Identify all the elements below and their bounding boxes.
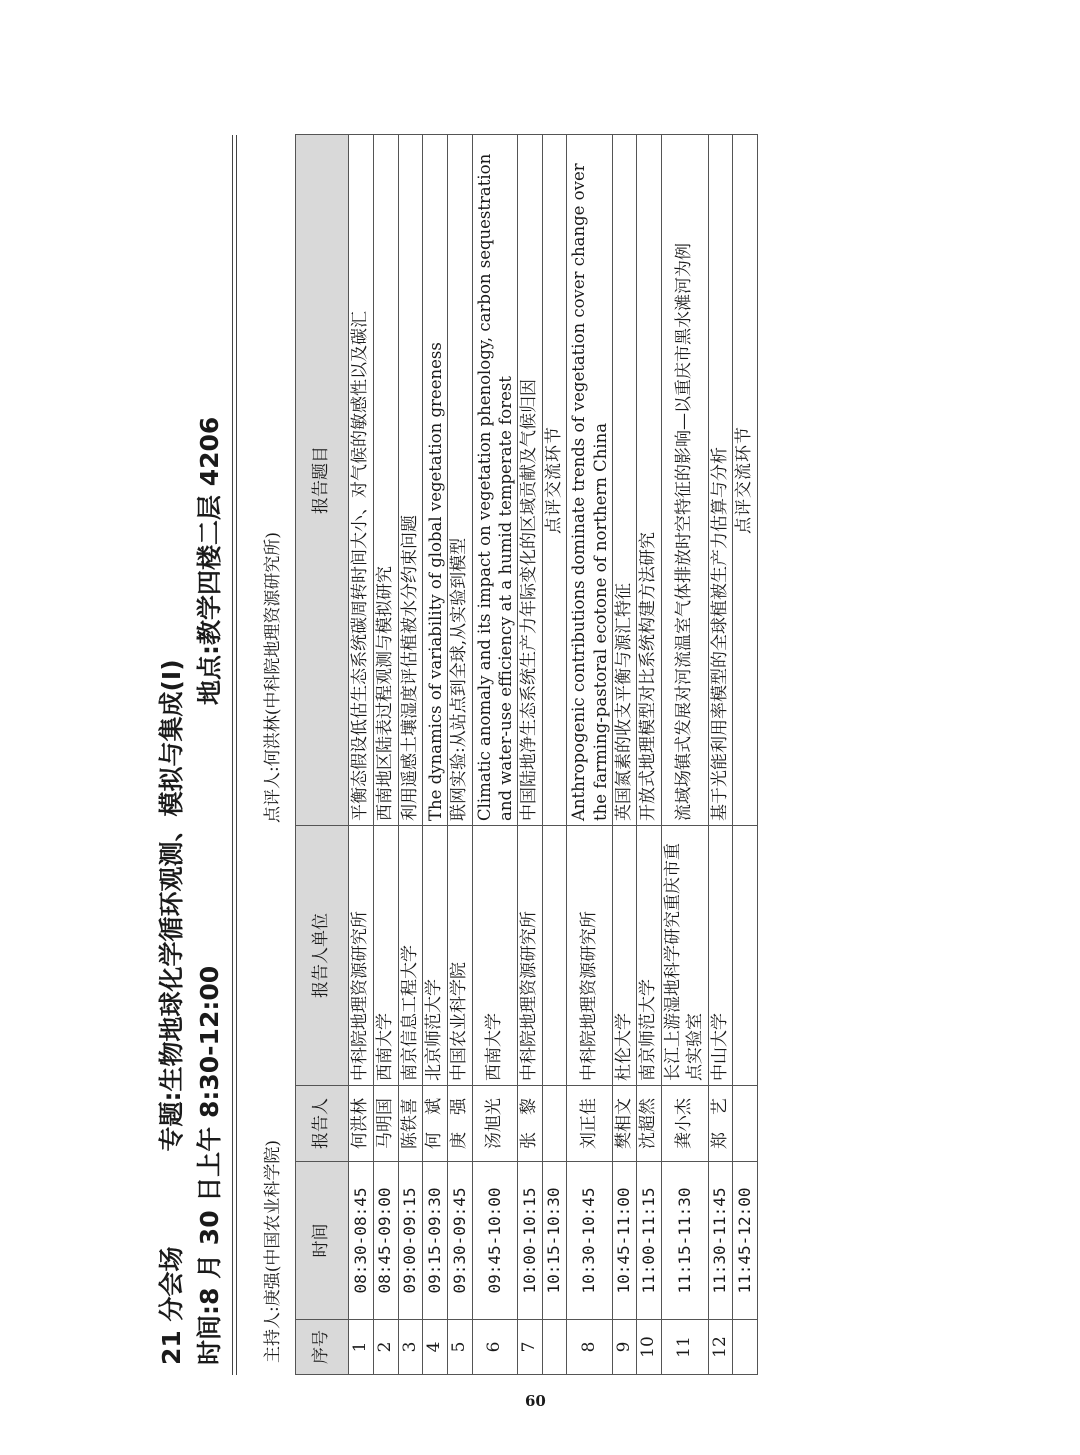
row-time: 09:15-09:30: [423, 1162, 448, 1320]
row-title: 基于光能利用率模型的全球植被生产力估算与分析: [708, 135, 733, 826]
header-no: 序号: [296, 1320, 349, 1375]
row-speaker: 陈铁喜: [398, 1086, 423, 1162]
session-number: 21 分会场: [157, 1246, 186, 1365]
row-speaker: 张 黎: [517, 1086, 542, 1162]
row-title: 利用遥感土壤湿度评估植被水分约束问题: [398, 135, 423, 826]
row-org: [542, 826, 567, 1086]
row-number: 7: [517, 1320, 542, 1375]
row-org: [733, 826, 758, 1086]
row-number: 3: [398, 1320, 423, 1375]
row-speaker: [733, 1086, 758, 1162]
row-number: [542, 1320, 567, 1375]
header-speaker: 报告人: [296, 1086, 349, 1162]
rotated-page-content: [150, 135, 790, 1375]
row-title: 英国氮素的收支平衡与源汇特征: [612, 135, 637, 826]
row-number: 8: [567, 1320, 612, 1375]
row-number: 1: [349, 1320, 374, 1375]
row-speaker: 樊相文: [612, 1086, 637, 1162]
row-org: 南京信息工程大学: [398, 826, 423, 1086]
row-number: 5: [448, 1320, 473, 1375]
row-org: 杜伦大学: [612, 826, 637, 1086]
row-title: 西南地区陆表过程观测与模拟研究: [373, 135, 398, 826]
schedule-body: [349, 135, 758, 1375]
row-speaker: 刘正佳: [567, 1086, 612, 1162]
row-speaker: 郑 艺: [708, 1086, 733, 1162]
row-title: Anthropogenic contributions dominate trends of vegetation cover change over the farming-pastoral ecotone of northern China: [567, 135, 612, 826]
row-title: Climatic anomaly and its impact on vegetation phenology, carbon sequestration and water-use efficiency at a humid temperate forest: [472, 135, 517, 826]
row-speaker: 何 斌: [423, 1086, 448, 1162]
row-time: 08:30-08:45: [349, 1162, 374, 1320]
table-row: [373, 135, 398, 1375]
session-title-line: [152, 135, 188, 1365]
row-number: 12: [708, 1320, 733, 1375]
row-org: 中科院地理资源研究所: [349, 826, 374, 1086]
page-number: 60: [525, 1392, 546, 1410]
header-time: 时间: [296, 1162, 349, 1320]
table-row: [662, 135, 709, 1375]
header-title: 报告题目: [296, 135, 349, 826]
row-title: 流域场镇式发展对河流温室气体排放时空特征的影响—以重庆市黑水滩河为例: [662, 135, 709, 826]
row-speaker: 马明国: [373, 1086, 398, 1162]
row-number: 11: [662, 1320, 709, 1375]
row-org: 中国农业科学院: [448, 826, 473, 1086]
row-number: [733, 1320, 758, 1375]
row-speaker: [542, 1086, 567, 1162]
break-row: [733, 135, 758, 1375]
row-time: 11:00-11:15: [637, 1162, 662, 1320]
row-org: 中山大学: [708, 826, 733, 1086]
row-speaker: 庚 强: [448, 1086, 473, 1162]
session-location: 地点:教学四楼二层 4206: [195, 416, 224, 705]
divider: [232, 135, 233, 1375]
row-org: 中科院地理资源研究所: [567, 826, 612, 1086]
row-time: 10:45-11:00: [612, 1162, 637, 1320]
chair-person: 主持人:庚强(中国农业科学院): [263, 1140, 283, 1363]
table-row: [612, 135, 637, 1375]
schedule-table: [295, 134, 758, 1375]
row-number: 4: [423, 1320, 448, 1375]
row-time: 10:15-10:30: [542, 1162, 567, 1320]
row-time: 08:45-09:00: [373, 1162, 398, 1320]
row-number: 2: [373, 1320, 398, 1375]
row-title: 开放式地理模型对比系统构建方法研究: [637, 135, 662, 826]
table-row: [708, 135, 733, 1375]
row-number: 10: [637, 1320, 662, 1375]
reviewer-person: 点评人:何洪林(中科院地理资源研究所): [263, 532, 283, 823]
row-time: 09:30-09:45: [448, 1162, 473, 1320]
table-row: [398, 135, 423, 1375]
row-speaker: 龚小杰: [662, 1086, 709, 1162]
row-time: 10:30-10:45: [567, 1162, 612, 1320]
row-title: 点评交流环节: [733, 135, 758, 826]
row-time: 11:15-11:30: [662, 1162, 709, 1320]
row-title: 平衡态假设低估生态系统碳周转时间大小、对气候的敏感性以及碳汇: [349, 135, 374, 826]
table-row: [637, 135, 662, 1375]
row-time: 10:00-10:15: [517, 1162, 542, 1320]
row-time: 09:45-10:00: [472, 1162, 517, 1320]
row-org: 西南大学: [472, 826, 517, 1086]
divider: [236, 135, 237, 1375]
table-row: [423, 135, 448, 1375]
row-title: The dynamics of variability of global vegetation greeness: [423, 135, 448, 826]
table-row: [472, 135, 517, 1375]
row-title: 中国陆地净生态系统生产力年际变化的区域贡献及气候归因: [517, 135, 542, 826]
break-row: [542, 135, 567, 1375]
row-time: 11:45-12:00: [733, 1162, 758, 1320]
row-org: 北京师范大学: [423, 826, 448, 1086]
table-row: [517, 135, 542, 1375]
table-row: [349, 135, 374, 1375]
session-time-location: [190, 135, 226, 1365]
row-title: 点评交流环节: [542, 135, 567, 826]
table-row: [567, 135, 612, 1375]
row-number: 9: [612, 1320, 637, 1375]
row-speaker: 何洪林: [349, 1086, 374, 1162]
row-org: 西南大学: [373, 826, 398, 1086]
table-header-row: [296, 135, 349, 1375]
table-row: [448, 135, 473, 1375]
row-org: 南京师范大学: [637, 826, 662, 1086]
row-speaker: 沈超然: [637, 1086, 662, 1162]
session-time: 时间:8 月 30 日上午 8:30-12:00: [195, 965, 224, 1365]
hosts-line: [258, 138, 283, 1363]
row-org: 中科院地理资源研究所: [517, 826, 542, 1086]
row-org: 长江上游湿地科学研究重庆市重点实验室: [662, 826, 709, 1086]
row-number: 6: [472, 1320, 517, 1375]
row-title: 联网实验:从站点到全球,从实验到模型: [448, 135, 473, 826]
row-speaker: 汤旭光: [472, 1086, 517, 1162]
row-time: 11:30-11:45: [708, 1162, 733, 1320]
session-topic: 专题:生物地球化学循环观测、模拟与集成(Ⅰ): [157, 659, 186, 1152]
row-time: 09:00-09:15: [398, 1162, 423, 1320]
header-org: 报告人单位: [296, 826, 349, 1086]
